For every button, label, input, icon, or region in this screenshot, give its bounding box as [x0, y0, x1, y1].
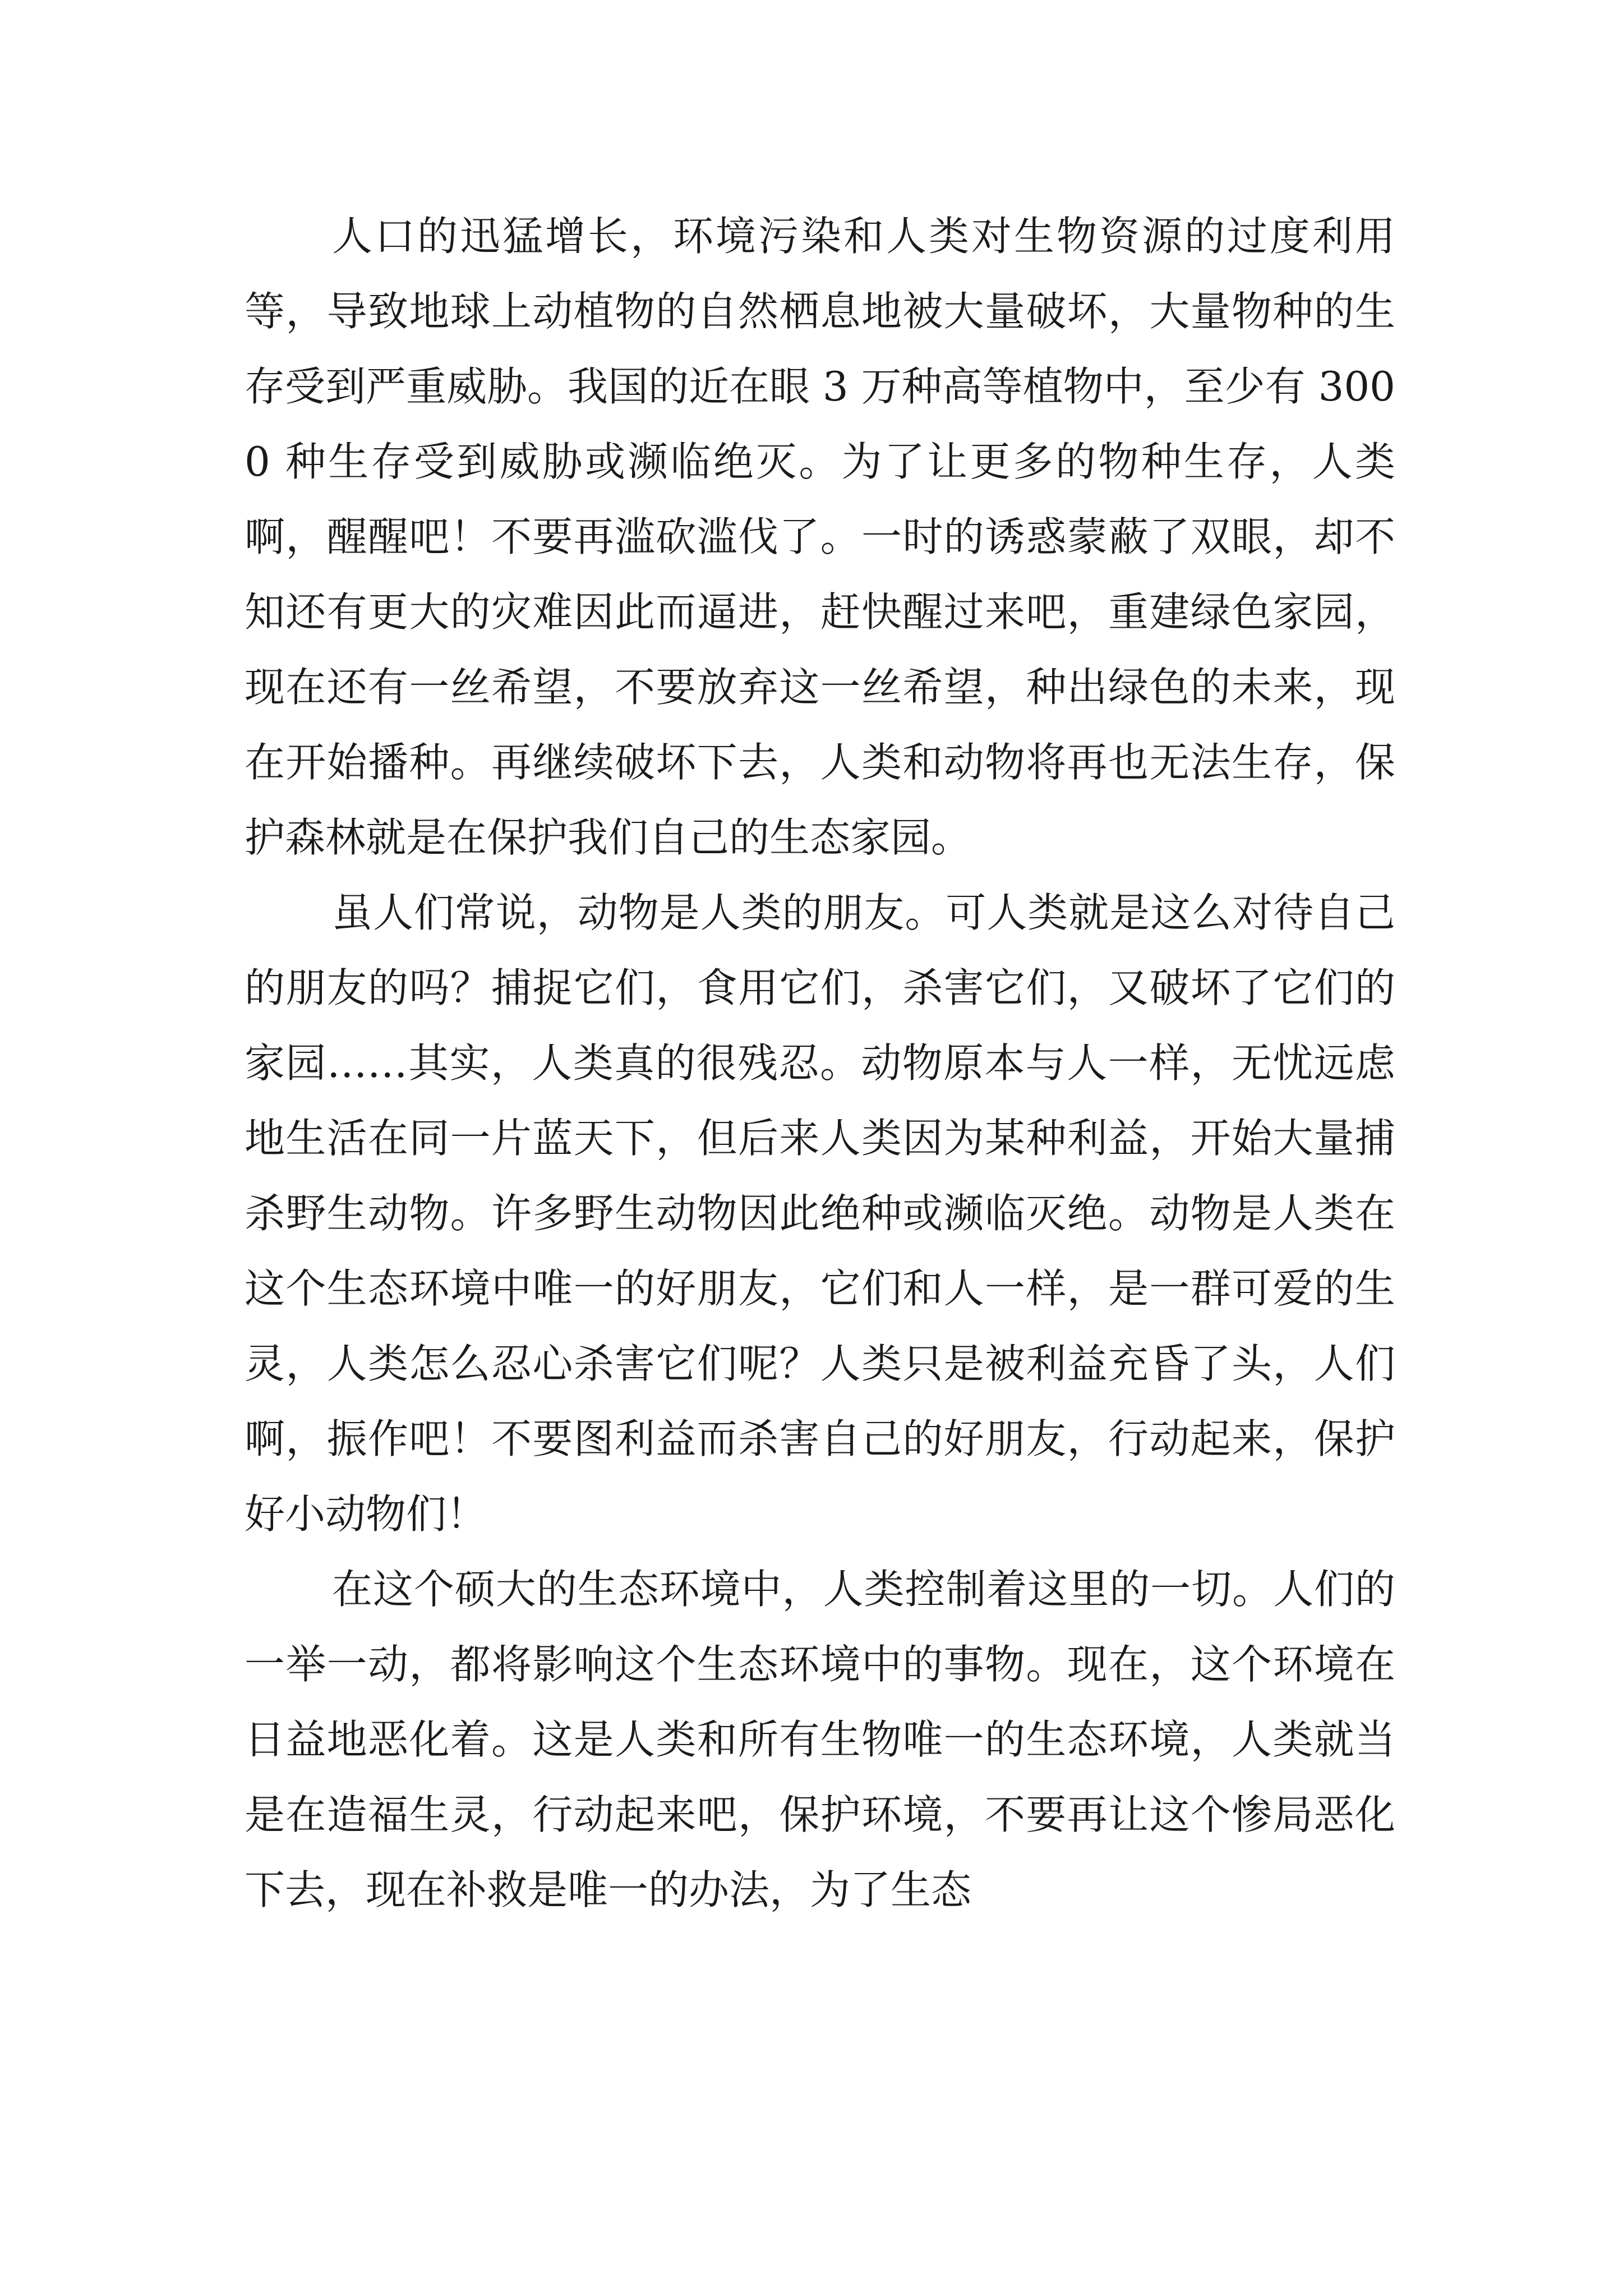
paragraph-population-environment: 人口的迅猛增长，环境污染和人类对生物资源的过度利用等，导致地球上动植物的自然栖息地被大量破坏，大量物种的生存受到严重威胁。我国的近在眼 3 万种高等植物中，至少有 3000 种生存受到威胁或濒临绝灭。为了让更多的物种生存，人类啊，醒醒吧！不要再滥砍滥伐了。一时的诱惑蒙蔽了双眼，却不知还有更大的灾难因此而逼进，赶快醒过来吧，重建绿色家园，现在还有一丝希望，不要放弃这一丝希望，种出绿色的未来，现在开始播种。再继续破坏下去，人类和动物将再也无法生存，保护森林就是在保护我们自己的生态家园。 [245, 213, 1395, 861]
paragraph-animals-friends: 虽人们常说，动物是人类的朋友。可人类就是这么对待自己的朋友的吗？捕捉它们，食用它们，杀害它们，又破坏了它们的家园……其实，人类真的很残忍。动物原本与人一样，无忧远虑地生活在同一片蓝天下，但后来人类因为某种利益，开始大量捕杀野生动物。许多野生动物因此绝种或濒临灭绝。动物是人类在这个生态环境中唯一的好朋友，它们和人一样，是一群可爱的生灵，人类怎么忍心杀害它们呢？人类只是被利益充昏了头，人们啊，振作吧！不要图利益而杀害自己的好朋友，行动起来，保护好小动物们！ [245, 889, 1395, 1538]
document-body [245, 199, 1395, 1927]
paragraph-ecological-environment: 在这个硕大的生态环境中，人类控制着这里的一切。人们的一举一动，都将影响这个生态环境中的事物。现在，这个环境在日益地恶化着。这是人类和所有生物唯一的生态环境，人类就当是在造福生灵，行动起来吧，保护环境，不要再让这个惨局恶化下去，现在补救是唯一的办法，为了生态 [245, 1566, 1395, 1913]
